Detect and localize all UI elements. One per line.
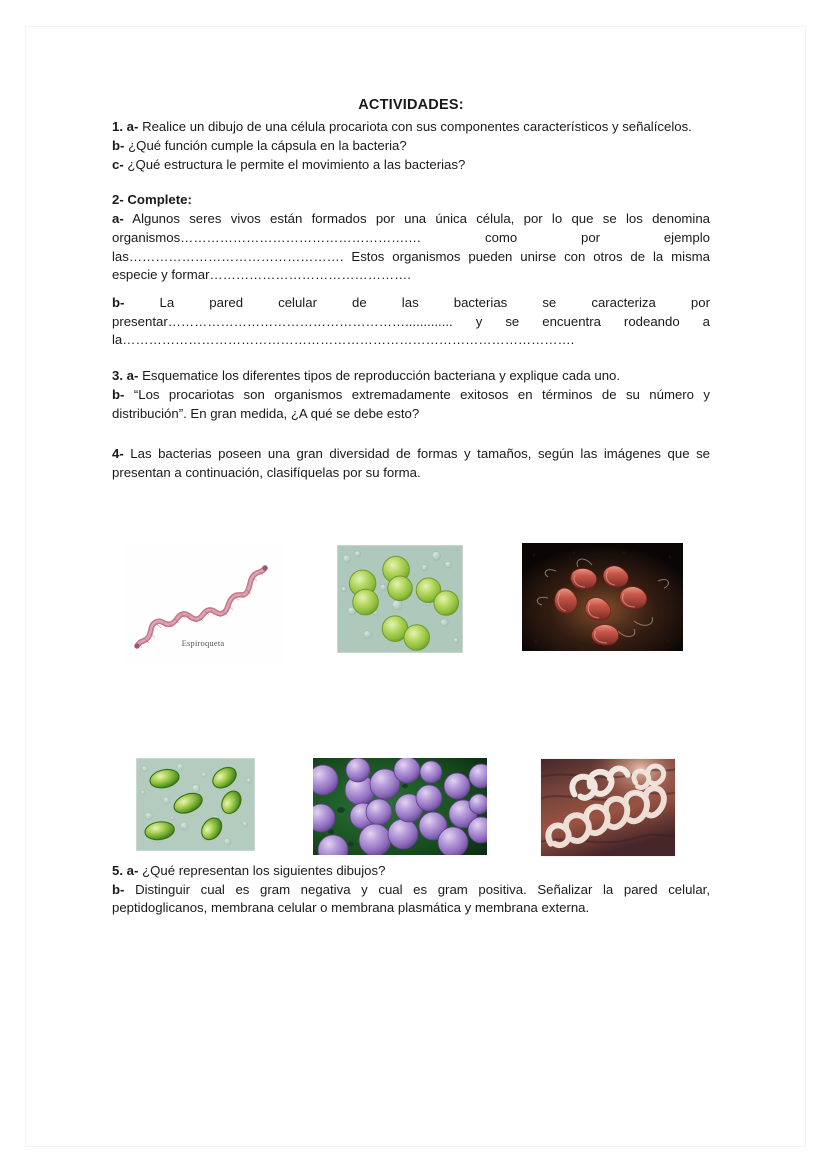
question-5a-text: ¿Qué representan los siguientes dibujos? xyxy=(142,863,386,878)
question-5a xyxy=(112,862,710,881)
question-5b xyxy=(112,881,710,918)
figure-spirochete-caption: Espiroqueta xyxy=(181,638,225,648)
figure-cocci xyxy=(337,545,463,653)
page-border-left xyxy=(25,26,26,1146)
figure-vibrio xyxy=(520,541,685,653)
question-3b-text: “Los procariotas son organismos extremadamente exitosos en términos de su número y distribución”. En gran medida, ¿A qué se debe esto? xyxy=(112,386,710,421)
question-1a-text: Realice un dibujo de una célula procariota con sus componentes característicos y señalícelos. xyxy=(142,119,692,135)
question-1a-marker: 1. a- xyxy=(112,119,139,135)
question-2a-marker: a- xyxy=(112,211,124,227)
page-border-top xyxy=(25,26,806,27)
page-border-right xyxy=(805,26,806,1146)
figure-bacilli xyxy=(136,758,255,851)
question-1a xyxy=(112,118,710,137)
staphylococci-micrograph-image xyxy=(313,758,487,855)
question-1c-text: ¿Qué estructura le permite el movimiento a las bacterias? xyxy=(127,156,466,172)
question-3b xyxy=(112,386,710,423)
question-5-block xyxy=(112,862,710,918)
question-2b-marker: b- xyxy=(112,295,125,310)
question-5b-marker: b- xyxy=(112,881,125,897)
spirilla-micrograph-image xyxy=(541,759,675,857)
page-border-bottom xyxy=(25,1146,806,1147)
question-3a xyxy=(112,367,710,386)
question-5a-marker: 5. a- xyxy=(112,863,139,878)
question-1c xyxy=(112,156,710,175)
question-1b-text: ¿Qué función cumple la cápsula en la bacteria? xyxy=(128,137,407,153)
spacer xyxy=(112,174,710,191)
document-body xyxy=(112,96,710,483)
question-2a-text: Algunos seres vivos están formados por una única célula, por lo que se los denomina organismos…………………………………………….… como por ejemplo las…………………………………………. Estos organismos pueden unirse con otros de la misma especie y formar………………………………………. xyxy=(112,211,710,283)
question-4-text: Las bacterias poseen una gran diversidad de formas y tamaños, según las imágenes que se presentan a continuación, clasifíquelas por su forma. xyxy=(112,446,710,481)
question-1b-marker: b- xyxy=(112,137,125,153)
page-title: ACTIVIDADES: xyxy=(358,97,464,113)
spacer xyxy=(112,285,710,294)
figure-spirochete xyxy=(123,540,283,666)
question-3b-marker: b- xyxy=(112,386,125,402)
spacer xyxy=(112,350,710,367)
question-2b xyxy=(112,294,710,350)
question-5b-text: Distinguir cual es gram negativa y cual es gram positiva. Señalizar la pared celular, peptidoglicanos, membrana celular o membrana plasmática y membrana externa. xyxy=(112,881,710,916)
question-3a-marker: 3. a- xyxy=(112,368,139,384)
question-4 xyxy=(112,445,710,482)
question-2-heading xyxy=(112,191,710,210)
question-1b xyxy=(112,137,710,156)
question-1c-marker: c- xyxy=(112,156,124,172)
bacilli-micrograph-image xyxy=(137,759,254,850)
cocci-micrograph-image xyxy=(338,546,462,652)
question-2-heading-text: 2- Complete: xyxy=(112,192,192,208)
question-2a xyxy=(112,210,710,285)
figure-staphylococci xyxy=(313,758,487,855)
figure-spirilla xyxy=(540,758,676,857)
spacer xyxy=(112,423,710,445)
question-2b-text: La pared celular de las bacterias se caracteriza por presentar………………………………………………............. y se encuentra rodeando a la…………………………………………………………………………………………. xyxy=(112,295,710,348)
question-4-marker: 4- xyxy=(112,446,124,462)
vibrio-micrograph-image xyxy=(522,543,683,651)
question-3a-text: Esquematice los diferentes tipos de reproducción bacteriana y explique cada uno. xyxy=(142,368,621,384)
